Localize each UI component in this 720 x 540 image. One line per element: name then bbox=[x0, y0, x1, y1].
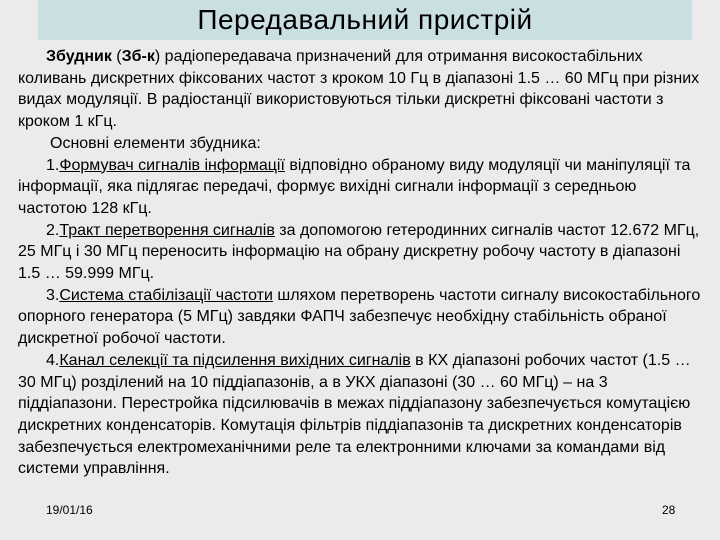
element-number: 3. bbox=[46, 286, 60, 304]
intro-text: радіопередавача призначений для отримання високостабільних коливань дискретних фіксованих частот з кроком 10 Гц в діапазоні 1.5 … 60 МГц при різних видах модуляції. В радіостанції використовуються тільки дискретні фіксовані частоти з кроком 1 кГц. bbox=[18, 48, 700, 131]
element-name: Канал селекції та підсилення вихідних сигналів bbox=[59, 351, 411, 369]
intro-abbr-close: ) bbox=[154, 48, 161, 65]
page-number: 28 bbox=[662, 503, 676, 517]
element-item-2 bbox=[18, 220, 704, 285]
element-number: 1. bbox=[46, 156, 60, 174]
element-item-1 bbox=[18, 155, 704, 220]
element-description: відповідно обраному виду модуляції чи маніпуляції та інформації, яка підлягає передачі, формує вихідні сигнали інформації з середньою частотою 128 кГц. bbox=[18, 156, 691, 217]
element-name: Система стабілізації частоти bbox=[59, 286, 273, 304]
element-description: шляхом перетворень частоти сигналу високостабільного опорного генератора (5 МГц) завдяки ФАПЧ забезпечує необхідну стабільність обраної дискретної робочої частоти. bbox=[18, 286, 701, 348]
footer-date: 19/01/16 bbox=[46, 503, 93, 517]
intro-abbr-open: ( bbox=[111, 48, 122, 65]
element-number: 2. bbox=[46, 221, 60, 239]
intro-paragraph bbox=[18, 46, 704, 133]
element-description: за допомогою гетеродинних сигналів частот 12.672 МГц, 25 МГц і 30 МГц переносить інформацію на обрану дискретну робочу частоту в діапазоні 1.5 … 59.999 МГц. bbox=[18, 221, 700, 283]
element-name: Тракт перетворення сигналів bbox=[59, 221, 275, 239]
intro-term: Збудник bbox=[46, 48, 112, 65]
slide-title: Передавальний пристрій bbox=[197, 4, 533, 35]
intro-abbr: Зб-к bbox=[121, 48, 155, 65]
slide-body bbox=[18, 46, 704, 480]
title-bar bbox=[38, 0, 692, 40]
elements-heading: Основні елементи збудника: bbox=[50, 134, 261, 152]
element-number: 4. bbox=[46, 351, 60, 369]
element-item-3 bbox=[18, 285, 704, 350]
element-item-4 bbox=[18, 350, 704, 480]
element-description: в КХ діапазоні робочих частот (1.5 … 30 МГц) розділений на 10 піддіапазонів, а в УКХ діапазоні (30 … 60 МГц) – на 3 піддіапазони. Перестройка підсилювачів в межах піддіапазону забезпечується комутацією дискретних конденсаторів. Комутація фільтрів піддіапазонів та дискретних конденсаторів забезпечується електромеханічними реле та електронними ключами за командами від системи управління. bbox=[18, 351, 691, 478]
element-name: Формувач сигналів інформації bbox=[59, 156, 285, 174]
